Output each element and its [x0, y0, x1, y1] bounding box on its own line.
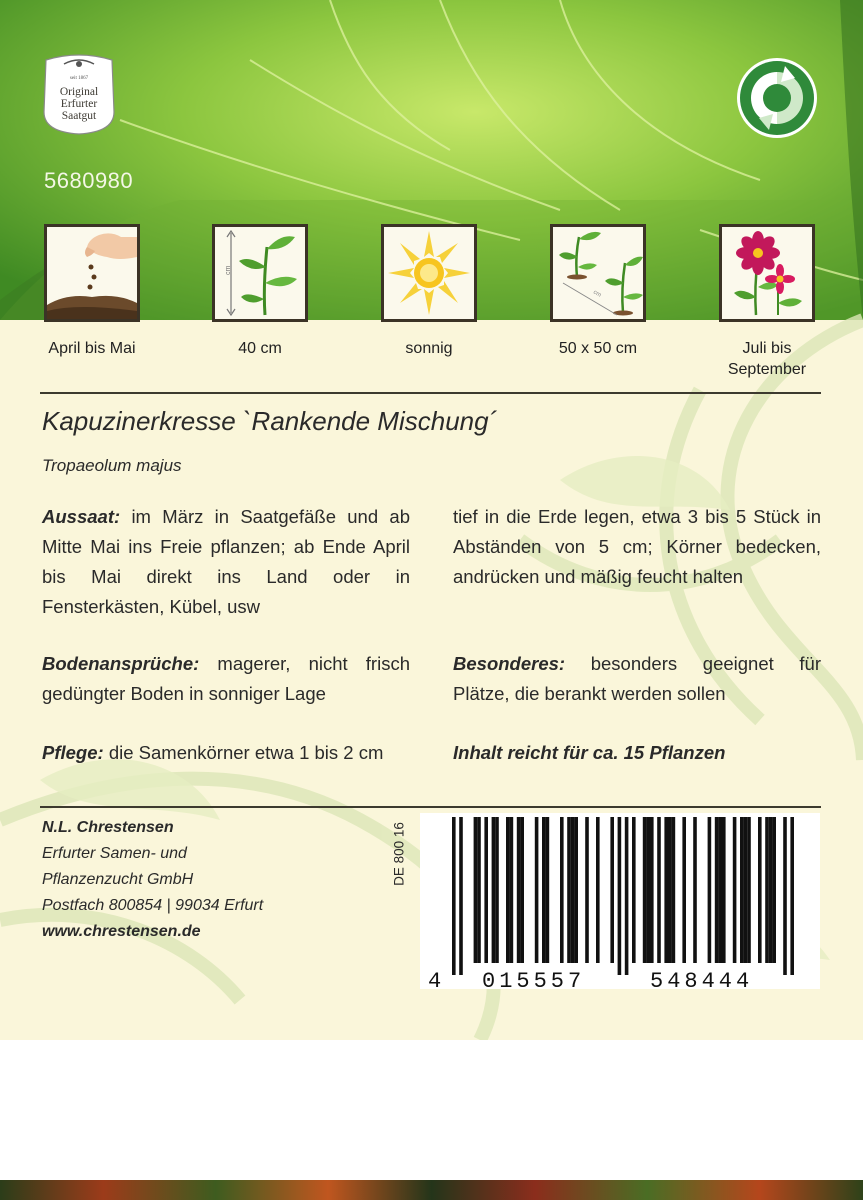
barcode-bar [535, 817, 539, 963]
badge-line-3: Saatgut [61, 110, 97, 122]
barcode-bar [452, 817, 456, 975]
article-number: 5680980 [44, 168, 134, 193]
height-unit-label: cm [225, 265, 232, 275]
barcode-bar [708, 817, 712, 963]
barcode-bar [682, 817, 686, 963]
barcode-right-digits: 548444 [650, 969, 754, 994]
barcode-bar [474, 817, 478, 963]
barcode-bar [722, 817, 726, 963]
pflege-paragraph [42, 738, 410, 768]
barcode-bar [520, 817, 524, 963]
barcode-first-digit: 4 [428, 969, 442, 994]
boden-paragraph [42, 649, 410, 709]
flower-icon [719, 224, 815, 322]
divider-bottom [40, 806, 821, 808]
content-note: Inhalt reicht für ca. 15 Pflanzen [453, 742, 726, 763]
barcode-bar [657, 817, 661, 963]
barcode-bar [718, 817, 722, 963]
badge-line-2: Erfurter [60, 98, 98, 110]
barcode-bar [567, 817, 571, 963]
barcode-bar [510, 817, 514, 963]
aussaat-label: Aussaat: [42, 506, 121, 527]
barcode-bar [646, 817, 650, 963]
besonderes-text: besonders geeignet für Plätze, die berankt werden sollen [453, 653, 822, 704]
pflege-label: Pflege: [42, 742, 104, 763]
barcode-bar [574, 817, 578, 963]
sun-icon [381, 224, 477, 322]
barcode-bar [765, 817, 769, 963]
barcode-bar [733, 817, 737, 963]
barcode-bar [542, 817, 546, 963]
barcode-bar [596, 817, 600, 963]
badge-since: seit 1867 [69, 76, 89, 81]
barcode [420, 813, 820, 994]
bottom-photo-strip [0, 1180, 863, 1200]
barcode-bar [492, 817, 496, 963]
icon-caption-sun: sonnig [405, 340, 453, 357]
barcode-bar [477, 817, 481, 963]
barcode-bar [632, 817, 636, 963]
barcode-bar [769, 817, 773, 963]
besonderes-label: Besonderes: [453, 653, 566, 674]
barcode-bar [484, 817, 488, 963]
barcode-bar [643, 817, 647, 963]
icon-caption-flowering: Juli bis September [727, 340, 807, 378]
publisher-line-3: Postfach 800854 | 99034 Erfurt [42, 897, 264, 914]
barcode-bar [758, 817, 762, 963]
green-dot-recycling-icon [735, 56, 819, 140]
barcode-bar [571, 817, 575, 963]
publisher-address [42, 815, 263, 945]
barcode-bar [546, 817, 550, 963]
aussaat-text: im März in Saatgefäße und ab Mitte Mai ins Freie pflanzen; ab Ende April bis Mai direkt ins Land oder in Fensterkästen, Kübel, usw [42, 506, 411, 617]
plant-height-icon [212, 224, 308, 322]
barcode-left-digits: 015557 [482, 969, 586, 994]
barcode-bar [495, 817, 499, 963]
barcode-bar [715, 817, 719, 963]
sowing-hand-icon [44, 224, 140, 322]
publisher-website[interactable]: www.chrestensen.de [42, 923, 201, 940]
spacing-unit-label: cm [592, 289, 602, 299]
aussaat-paragraph [42, 502, 410, 622]
barcode-bar [668, 817, 672, 963]
barcode-bar [740, 817, 744, 963]
pflege-continued-paragraph: tief in die Erde legen, etwa 3 bis 5 Stück in Abständen von 5 cm; Körner bedecken, andrücken und mäßig feucht halten [453, 506, 821, 587]
boden-label: Bodenansprüche: [42, 653, 200, 674]
barcode-bar [664, 817, 668, 963]
barcode-bar [693, 817, 697, 963]
barcode-bar [625, 817, 629, 975]
barcode-bar [560, 817, 564, 963]
icon-caption-spacing: 50 x 50 cm [558, 340, 638, 357]
latin-name: Tropaeolum majus [42, 456, 182, 475]
plant-spacing-icon [550, 224, 646, 322]
boden-text: magerer, nicht frisch gedüngter Boden in sonniger Lage [42, 653, 410, 704]
divider-top [40, 392, 821, 394]
publisher-line-1: Erfurter Samen- und [42, 845, 187, 862]
icon-caption-height: 40 cm [238, 340, 282, 357]
barcode-bar [618, 817, 622, 975]
barcode-bar [610, 817, 614, 963]
barcode-bar [459, 817, 463, 975]
de-code-text: DE 800 16 [391, 822, 407, 886]
product-title: Kapuzinerkresse `Rankende Mischung´ [42, 406, 498, 436]
barcode-bar [783, 817, 787, 975]
barcode-bar [517, 817, 521, 963]
barcode-bar [790, 817, 794, 975]
publisher-line-2: Pflanzenzucht GmbH [42, 871, 194, 888]
pflege-text: die Samenkörner etwa 1 bis 2 cm [108, 742, 384, 763]
publisher-name: N.L. Chrestensen [42, 819, 174, 836]
barcode-bar [650, 817, 654, 963]
barcode-bar [772, 817, 776, 963]
badge-text [40, 86, 118, 122]
barcode-bar [744, 817, 748, 963]
besonderes-paragraph [453, 649, 821, 709]
icon-caption-sowing: April bis Mai [48, 340, 136, 357]
barcode-bars [420, 813, 820, 989]
de-code [388, 814, 410, 894]
badge-line-1: Original [59, 86, 99, 98]
barcode-bar [672, 817, 676, 963]
barcode-bar [506, 817, 510, 963]
barcode-bar [585, 817, 589, 963]
barcode-bar [747, 817, 751, 963]
